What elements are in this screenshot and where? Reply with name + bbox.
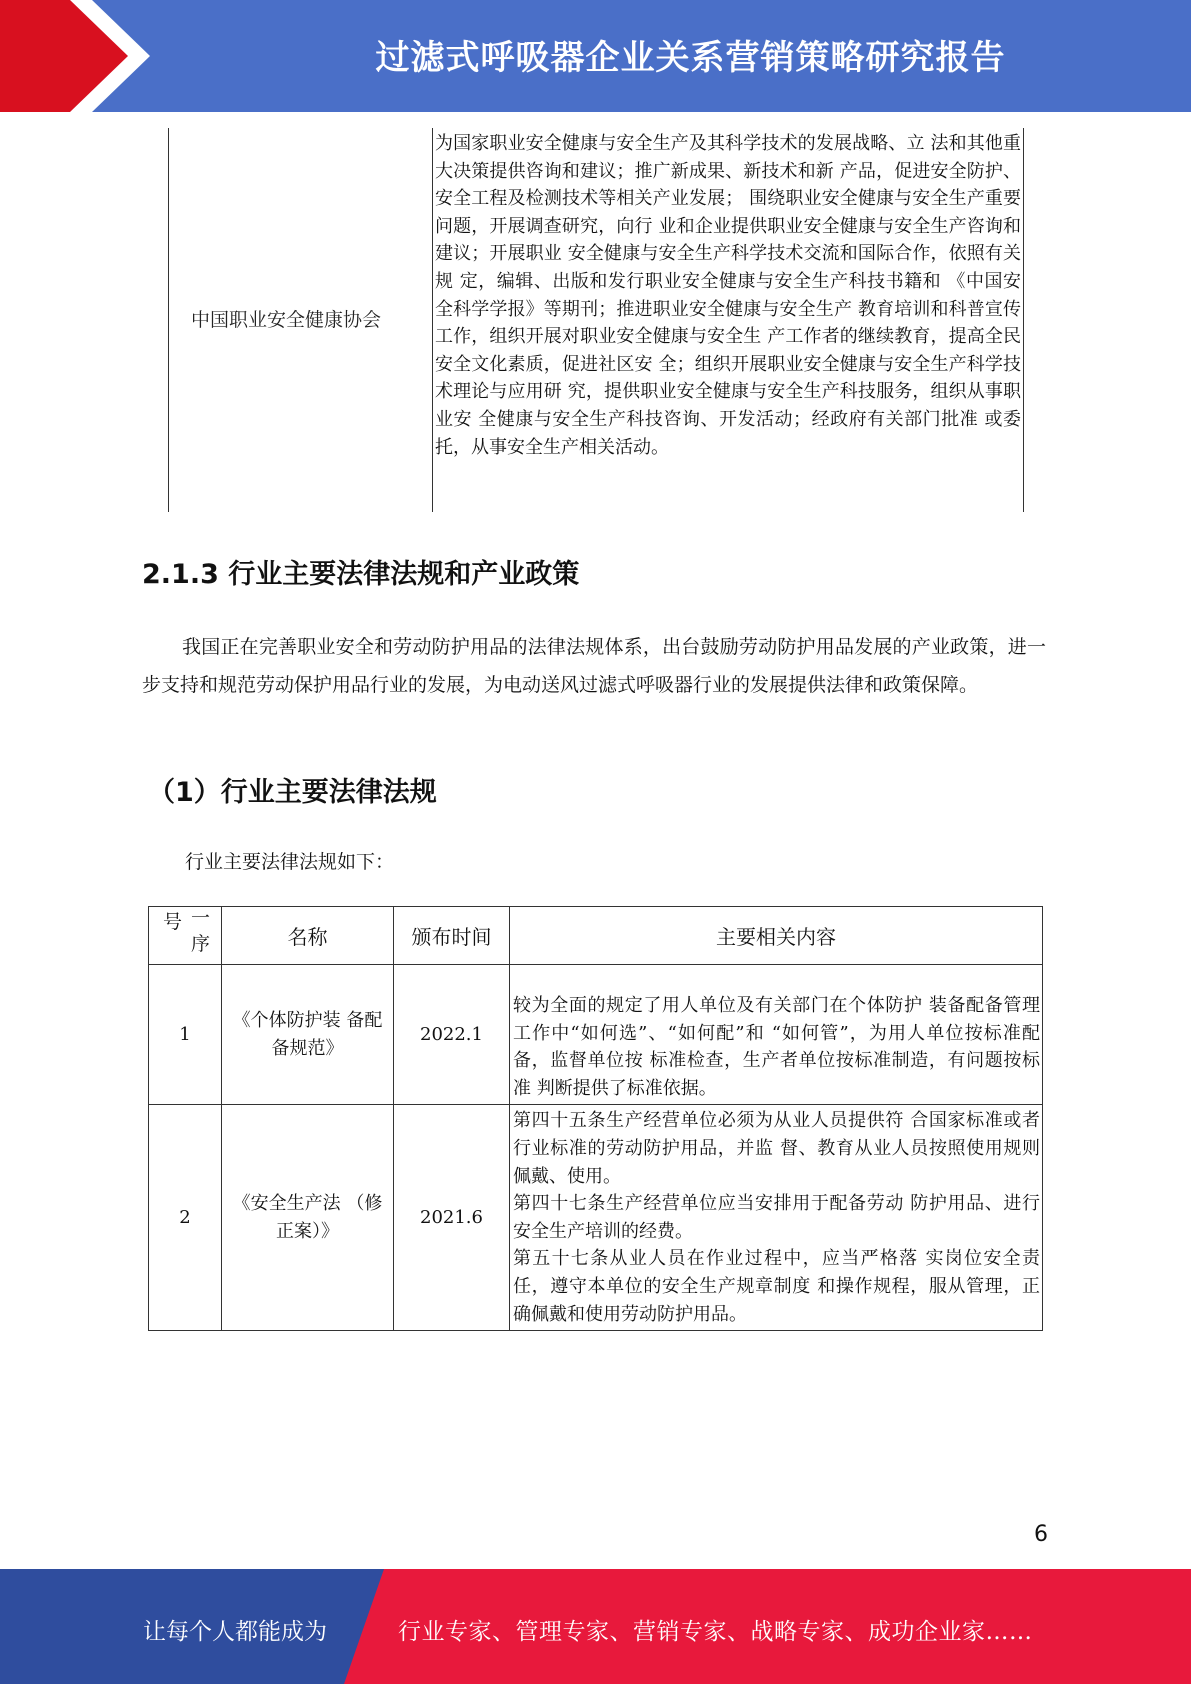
footer-slogan-right: 行业专家、管理专家、营销专家、战略专家、成功企业家…… xyxy=(398,1619,1033,1645)
header-seq-b: 序 xyxy=(191,933,211,955)
report-title: 过滤式呼吸器企业关系营销策略研究报告 xyxy=(375,38,1006,78)
page-footer xyxy=(0,1569,1191,1684)
row-content: 较为全面的规定了用人单位及有关部门在个体防护 装备配备管理工作中“如何选”、“如何配”和 “如何管”，为用人单位按标准配备，监督单位按 标准检查，生产者单位按标准制造，有问题按标准 判断提供了标准依据。 xyxy=(510,965,1043,1105)
page-number: 6 xyxy=(1034,1522,1048,1547)
subsection-heading: （1）行业主要法律法规 xyxy=(148,777,437,808)
subsection-intro: 行业主要法律法规如下： xyxy=(185,851,395,873)
section-paragraph: 我国正在完善职业安全和劳动防护用品的法律法规体系，出台鼓励劳动防护用品发展的产业政策，进一步支持和规范劳动保护用品行业的发展，为电动送风过滤式呼吸器行业的发展提供法律和政策保障。 xyxy=(142,636,1046,696)
header-seq xyxy=(149,907,222,965)
row-no: 1 xyxy=(149,965,222,1105)
law-table xyxy=(148,906,1043,1331)
law-table-header xyxy=(149,907,1043,965)
table-row xyxy=(149,1105,1043,1331)
footer-slogan-left: 让每个人都能成为 xyxy=(143,1619,327,1645)
header-content: 主要相关内容 xyxy=(510,907,1043,965)
org-description: 为国家职业安全健康与安全生产及其科学技术的发展战略、立 法和其他重大决策提供咨询和建议；推广新成果、新技术和新 产品，促进安全防护、安全工程及检测技术等相关产业发展； 围绕职业安全健康与安全生产重要问题，开展调查研究，向行 业和企业提供职业安全健康与安全生产咨询和建议；开展职业 安全健康与安全生产科学技术交流和国际合作，依照有关规 定，编辑、出版和发行职业安全健康与安全生产科技书籍和 《中国安全科学学报》等期刊；推进职业安全健康与安全生产 教育培训和科普宣传工作，组织开展对职业安全健康与安全生 产工作者的继续教育，提高全民安全文化素质，促进社区安 全；组织开展职业安全健康与安全生产科学技术理论与应用研 究，提供职业安全健康与安全生产科技服务，组织从事职业安 全健康与安全生产科技咨询、开发活动；经政府有关部门批准 或委托，从事安全生产相关活动。 xyxy=(435,133,1021,458)
table-row xyxy=(149,965,1043,1105)
row-content xyxy=(510,1105,1043,1331)
org-description-cell xyxy=(433,128,1024,512)
page-header xyxy=(0,0,1191,112)
row-date: 2021.6 xyxy=(394,1105,510,1331)
org-name: 中国职业安全健康协会 xyxy=(191,309,382,331)
row-date: 2022.1 xyxy=(394,965,510,1105)
org-name-cell xyxy=(169,128,433,512)
content-line: 第四十五条生产经营单位必须为从业人员提供符 合国家标准或者行业标准的劳动防护用品，并监 督、教育从业人员按照使用规则佩戴、使用。 xyxy=(513,1110,1040,1187)
row-no: 2 xyxy=(149,1105,222,1331)
header-date: 颁布时间 xyxy=(394,907,510,965)
section-heading: 2.1.3 行业主要法律法规和产业政策 xyxy=(142,559,580,590)
header-arrow-decoration xyxy=(0,0,160,112)
row-name: 《个体防护装 备配备规范》 xyxy=(222,965,394,1105)
header-name: 名称 xyxy=(222,907,394,965)
header-seq-a: 号 xyxy=(163,911,183,933)
content-line: 第五十七条从业人员在作业过程中，应当严格落 实岗位安全责任，遵守本单位的安全生产规章制度 和操作规程，服从管理，正确佩戴和使用劳动防护用品。 xyxy=(513,1248,1040,1325)
content-line: 第四十七条生产经营单位应当安排用于配备劳动 防护用品、进行安全生产培训的经费。 xyxy=(513,1193,1040,1242)
organization-table xyxy=(168,128,1024,512)
header-seq-dash: 一 xyxy=(191,907,211,929)
row-name: 《安全生产法 （修正案）》 xyxy=(222,1105,394,1331)
